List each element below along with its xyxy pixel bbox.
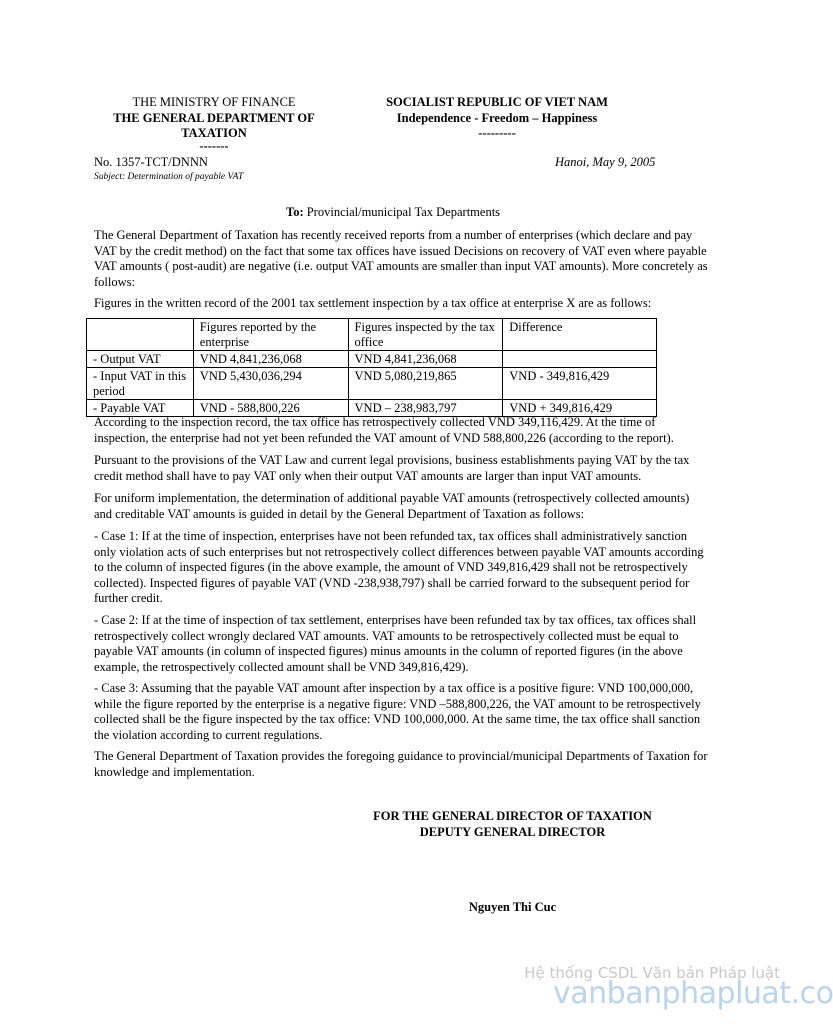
addressee: [286, 205, 500, 221]
table-row: [87, 368, 657, 400]
figures-intro-paragraph: Figures in the written record of the 2001 tax settlement inspection by a tax office at enterprise X are as follows:: [94, 296, 652, 310]
table-cell: VND 5,430,036,294: [193, 368, 348, 400]
table-cell: - Input VAT in this period: [87, 368, 194, 400]
table-cell: VND - 588,800,226: [193, 400, 348, 417]
signer-name: Nguyen Thi Cuc: [468, 900, 557, 914]
ministry-name: THE MINISTRY OF FINANCE: [132, 95, 296, 109]
table-row: [87, 400, 657, 417]
table-cell: - Output VAT: [87, 351, 194, 368]
place-and-date: Hanoi, May 9, 2005: [555, 155, 656, 169]
table-header-cell: [87, 319, 194, 351]
after-table-paragraph: According to the inspection record, the tax office has retrospectively collected VND 349,116,429. At the time of inspection, the enterprise had not yet been refunded the VAT amount of VND 588,800,226 (according to the report).: [94, 415, 674, 445]
table-cell: VND 4,841,236,068: [348, 351, 503, 368]
table-header-cell: Difference: [503, 319, 657, 351]
case-2-paragraph: - Case 2: If at the time of inspection of tax settlement, enterprises have been refunded tax by tax offices, tax offices shall retrospectively collect wrongly declared VAT amounts. VAT amounts to be retrospectively collected must be equal to payable VAT amounts (in column of inspected figures) minus amounts in the column of reported figures (in the above example, the retrospectively collected amount shall be VND 349,816,429).: [94, 613, 697, 674]
signature-block: [340, 809, 685, 840]
republic-name: SOCIALIST REPUBLIC OF VIET NAM: [386, 95, 608, 109]
table-cell: VND + 349,816,429: [503, 400, 657, 417]
department-name-line1: THE GENERAL DEPARTMENT OF: [113, 110, 315, 125]
national-motto: Independence - Freedom – Happiness: [396, 110, 598, 125]
case-3-paragraph: - Case 3: Assuming that the payable VAT amount after inspection by a tax office is a positive figure: VND 100,000,000, while the figure reported by the enterprise is a negative figure: VND –588,800,226, the VAT amount to be retrospectively collected shall be the figure inspected by the tax office: VND 100,000,000. At the same time, the tax office shall sanction the violation according to current regulations.: [94, 681, 701, 742]
watermark-line-2: vanbanphapluat.co: [553, 976, 833, 1011]
left-divider: -------: [199, 138, 229, 153]
right-divider: ---------: [478, 126, 516, 140]
addressee-label: To:: [286, 205, 304, 219]
department-name-line2: TAXATION: [181, 126, 247, 140]
signature-line-2: DEPUTY GENERAL DIRECTOR: [419, 824, 606, 839]
watermark-line-1: Hệ thống CSDL Văn bản Pháp luật: [524, 964, 780, 982]
table-header-cell: Figures inspected by the tax office: [348, 319, 503, 351]
issuer-block: [94, 95, 334, 151]
uniform-implementation-paragraph: For uniform implementation, the determination of additional payable VAT amounts (retrospectively collected amounts) and creditable VAT amounts is guided in detail by the General Department of Taxation as follows:: [94, 491, 690, 521]
case-1-paragraph: - Case 1: If at the time of inspection, enterprises have not been refunded tax, tax offices shall administratively sanction only violation acts of such enterprises but not retrospectively collect differences between payable VAT amounts according to the column of inspected figures (in the above example, the amount of VND 349,816,429 shall not be retrospectively collected). Inspected figures of payable VAT (VND -238,938,797) shall be carried forward to the subsequent period for further credit.: [94, 529, 704, 605]
table-row: [87, 351, 657, 368]
table-cell: VND 4,841,236,068: [193, 351, 348, 368]
intro-paragraph: The General Department of Taxation has recently received reports from a number of enterprises (which declare and pay VAT by the credit method) on the fact that some tax offices have issued Decisions on recovery of VAT even where payable VAT amounts ( post-audit) are negative (i.e. output VAT amounts are smaller than input VAT amounts). More concretely as follows:: [94, 228, 708, 289]
table-cell: VND – 238,983,797: [348, 400, 503, 417]
table-header-row: [87, 319, 657, 351]
document-number: No. 1357-TCT/DNNN: [94, 155, 208, 169]
document-subject: Subject: Determination of payable VAT: [94, 172, 244, 182]
closing-paragraph: The General Department of Taxation provides the foregoing guidance to provincial/municipal Departments of Taxation for knowledge and implementation.: [94, 749, 708, 779]
table-cell: VND - 349,816,429: [503, 368, 657, 400]
pursuant-paragraph: Pursuant to the provisions of the VAT Law and current legal provisions, business establishments paying VAT by the tax credit method shall have to pay VAT only when their output VAT amounts are larger than input VAT amounts.: [94, 453, 690, 483]
national-title-block: [356, 95, 638, 142]
table-cell: VND 5,080,219,865: [348, 368, 503, 400]
table-cell: - Payable VAT: [87, 400, 194, 417]
table-header-cell: Figures reported by the enterprise: [193, 319, 348, 351]
signature-line-1: FOR THE GENERAL DIRECTOR OF TAXATION: [373, 809, 652, 823]
vat-figures-table: [86, 318, 657, 417]
table-cell: [503, 351, 657, 368]
addressee-text: Provincial/municipal Tax Departments: [303, 205, 501, 219]
